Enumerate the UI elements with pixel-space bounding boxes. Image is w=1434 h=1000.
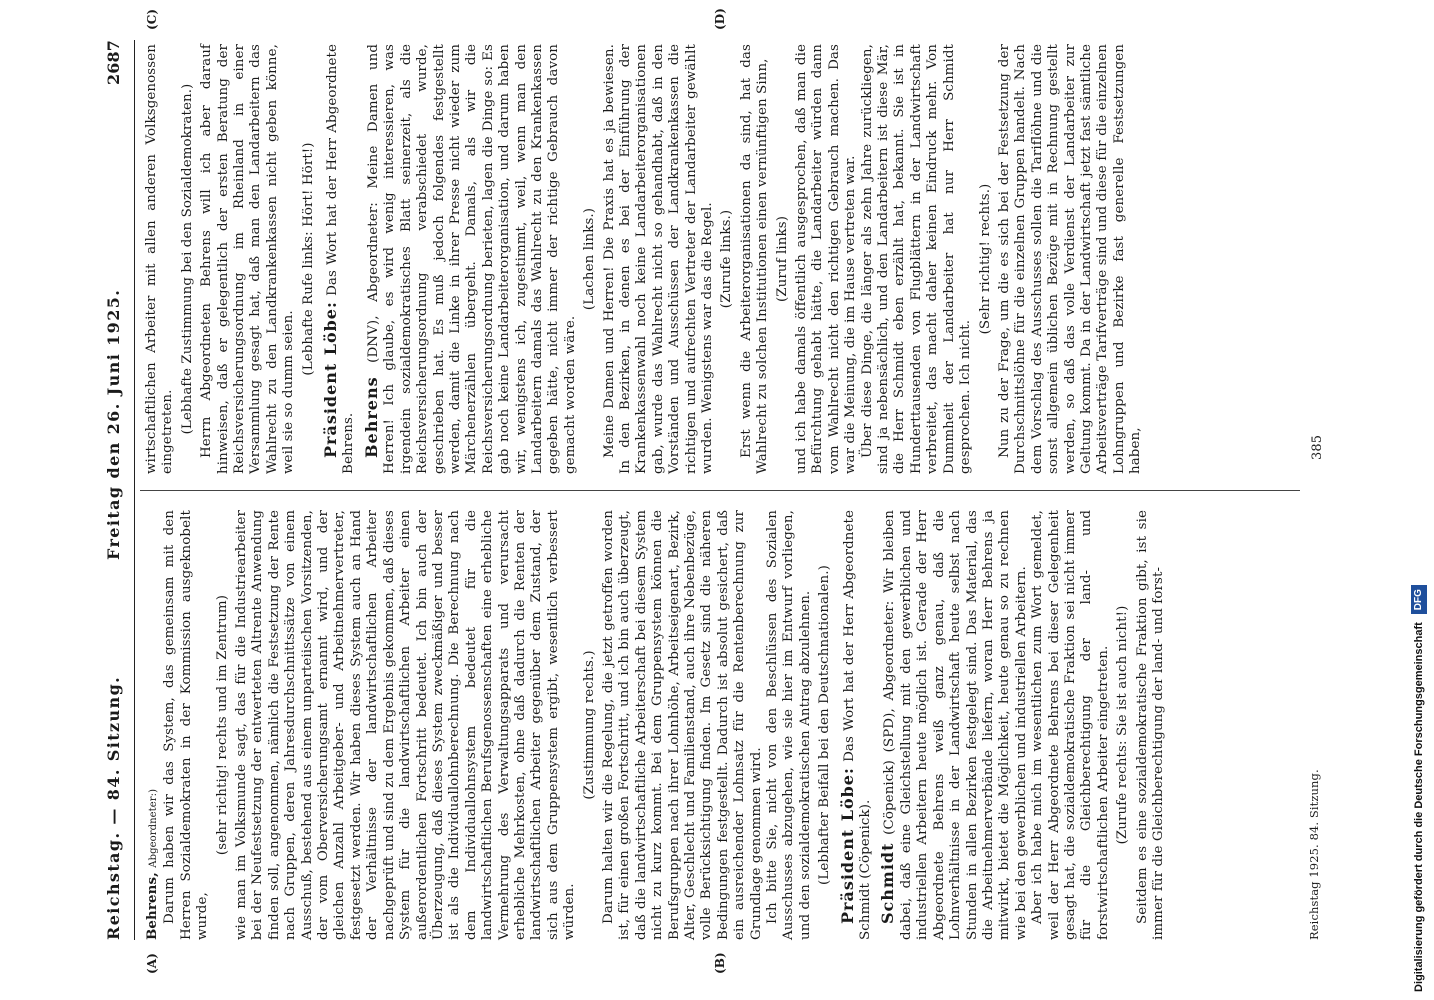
funding-note-text: Digitalisierung gefördert durch die Deutsche Forschungsgemeinschaft xyxy=(1413,622,1425,992)
page-number: 2687 xyxy=(104,40,123,85)
paragraph: Aber ich habe mich im wesentlichen zum Wort gemeldet, weil der Herr Abgeordnete Behrens bei dieser Gelegenheit gesagt hat, die sozialdemokratische Fraktion sei nicht immer für die Gleichberechtigung der land- und forstwirtschaftlichen Arbeiter eingetreten. xyxy=(1030,510,1111,940)
interjection: (sehr richtig! rechts und im Zentrum) xyxy=(214,594,230,856)
page-footer xyxy=(1306,40,1336,940)
paragraph: und ich habe damals öffentlich ausgesprochen, daß man die Befürchtung gehabt hätte, die Landarbeiter würden dann vom Wahlrecht nicht den richtigen Gebrauch machen. Das war die Meinung, die im Hause vertreten war. xyxy=(794,44,859,474)
interjection: (Zurufe rechts: Sie ist auch nicht!) xyxy=(1115,605,1131,845)
footer-signature: 385 xyxy=(1310,434,1325,460)
header-rule xyxy=(134,40,135,940)
column-divider xyxy=(140,490,1300,491)
paragraph-text: (Cöpenick) (SPD), Abgeordneter: Wir bleiben dabei, daß eine Gleichstellung mit den gewerblichen und industriellen Arbeitern heute möglich ist. Gerade der Herr Abgeordnete Behrens weiß ganz genau, daß die Lohnverhältnisse in der Landwirtschaft heute selbst nach Stunden in allen Bezirken festgelegt sind. Das Material, das die Arbeitnehmerverbände liefern, woran Herr Behrens ja mitwirkt, bietet die Möglichkeit, heute genau so zu rechnen wie bei den gewerblichen und industriellen Arbeitern. xyxy=(882,510,1029,940)
interjection: (Zustimmung rechts.) xyxy=(581,650,597,800)
paragraph: Ich bitte Sie, nicht von den Beschlüssen des Sozialen Ausschusses abzugehen, wie sie hier im Entwurf vorliegen, und den sozialdemokratischen Antrag abzulehnen. xyxy=(765,510,813,940)
paragraph: Darum halten wir die Regelung, die jetzt getroffen worden ist, für einen großen Fortschritt, und ich bin auch überzeugt, daß die landwirtschaftliche Arbeiterschaft bei diesem System nicht zu kurz kommt. Bei dem Gruppensystem können die Berufsgruppen nach ihrer Lohnhöhe, Arbeitseigenart, Bezirk, Alter, Geschlecht und Familienstand, auch ihre Nebenbezüge, volle Berücksichtigung finden. Im Gesetz sind die näheren Bedingungen festgestellt. Dadurch ist absolut gesichert, daß ein ausreichender Lohnsatz für die Rentenberechnung zur Grundlage genommen wird. xyxy=(600,510,764,940)
paragraph-text: Das Wort hat der Herr Abgeordnete Schmidt (Cöpenick). xyxy=(841,509,874,940)
speaker-name: Präsident Löbe: xyxy=(321,301,341,458)
interjection: (Lebhafte Zustimmung bei den Sozialdemokraten.) xyxy=(179,83,195,435)
paragraph: Erst wenn die Arbeiterorganisationen da sind, hat das Wahlrecht zu solchen Institutionen einen vernünftigen Sinn, xyxy=(738,44,771,474)
page-header xyxy=(100,40,130,940)
paragraph: Darum haben wir das System, das gemeinsam mit den Herren Sozialdemokraten in der Kommission ausgeknobelt wurde, xyxy=(162,510,211,940)
speaker-name: Präsident Löbe: xyxy=(837,767,857,924)
interjection: (Zuruf links) xyxy=(774,215,790,303)
speaker-name: Schmidt xyxy=(878,842,898,924)
margin-marker-d: (D) xyxy=(713,7,727,30)
margin-marker-a: (A) xyxy=(145,953,159,974)
interjection: (Lachen links.) xyxy=(582,207,598,311)
footer-left: Reichstag 1925. 84. Sitzung. xyxy=(1307,769,1321,940)
paragraph-text: Das Wort hat der Herr Abgeordnete Behrens. xyxy=(325,43,357,474)
funding-note xyxy=(1408,8,1430,992)
funding-note-text-wrap xyxy=(1408,8,1430,992)
paragraph: Nun zu der Frage, um die es sich bei der Festsetzung der Durchschnittslöhne für die einzelnen Gruppen handelt. Nach dem Vorschlag des Ausschusses sollen die Tariflöhne und die sonst allgemein üblichen Bezüge mit in Rechnung gestellt werden, so daß das volle Verdienst der Landarbeiter zur Geltung kommt. Da in der Landwirtschaft jetzt fast sämtliche Arbeitsverträge Tarifverträge sind und diese für die einzelnen Lohngruppen und Bezirke fast generelle Festsetzungen haben, xyxy=(996,44,1144,474)
header-date: Freitag den 26. Juni 1925. xyxy=(104,288,123,560)
margin-marker-c: (C) xyxy=(145,8,159,30)
interjection: (Zurufe links.) xyxy=(719,209,735,309)
paragraph-text: (DNV), Abgeordneter: Meine Damen und Herren! Ich glaube, es wird wenig interessieren, was irgendein sozialdemokratisches Blatt seinerzeit, als die Reichsversicherungsordnung verabschiedet wurde, geschrieben hat. Es muß jedoch folgendes festgestellt werden, damit die Linke in ihrer Presse nicht wieder zum Märchenerzählen übergeht. Damals, als wir die Reichsversicherungsordnung berieten, lagen die Dinge so: Es gab noch keine Landarbeiterorganisation, und darum haben wir, wenigstens ich, zugestimmt, weil, wenn man den Landarbeitern damals das Wahlrecht zu den Krankenkassen gegeben hätte, nicht immer der richtige Gebrauch davon gemacht worden wäre. xyxy=(365,43,578,474)
dfg-logo: DFG xyxy=(1411,585,1427,614)
paragraph: Meine Damen und Herren! Die Praxis hat es ja bewiesen. In den Bezirken, in denen es bei der Einführung der Krankenkassenwahl noch keine Landarbeiterorganisationen gab, wurde das Wahlrecht nicht so gehandhabt, daß in den Vorständen und Ausschüssen der Landkrankenkassen die richtigen und aufrechten Vertreter der Landarbeiter gewählt wurden. Wenigstens war das die Regel. xyxy=(601,44,715,474)
right-column xyxy=(144,44,1145,474)
left-column xyxy=(144,510,1167,940)
paragraph: Herrn Abgeordneten Behrens will ich aber darauf hinweisen, daß er gelegentlich der ersten Beratung der Reichsversicherungsordnung im Rheinland in einer Versammlung gesagt hat, daß man den Landarbeitern das Wahlrecht zu den Landkrankenkassen nicht geben könne, weil sie so dumm seien. xyxy=(199,44,297,474)
speaker-name: Behrens xyxy=(361,376,381,458)
rotated-page xyxy=(80,0,1400,1000)
paragraph: Seitdem es eine sozialdemokratische Fraktion gibt, ist sie immer für die Gleichberechtigung der land- und forst- xyxy=(1134,510,1166,940)
margin-marker-b: (B) xyxy=(713,952,727,974)
paragraph xyxy=(323,44,358,474)
interjection: (Sehr richtig! rechts.) xyxy=(977,183,993,335)
speaker-name: Behrens, xyxy=(144,872,160,940)
interjection: (Lebhafte Rufe links: Hört! Hört!) xyxy=(300,142,316,376)
paragraph: wie man im Volksmunde sagt, das für die Industriearbeiter bei der Neufestsetzung der entwerteten Altrente Anwendung finden soll, angenommen, nämlich die Festsetzung der Rente nach Gruppen, deren Jahresdurchschnittssätze von einem Ausschuß, bestehend aus einem unparteiischen Vorsitzenden, der vom Oberversicherungsamt ernannt wird, und der gleichen Anzahl Arbeitgeber- und Arbeitnehmervertreter, festgesetzt werden. Wir haben dieses System auch an Hand der Verhältnisse der landwirtschaftlichen Arbeiter nachgeprüft und sind zu dem Ergebnis gekommen, daß dieses System für die landwirtschaftlichen Arbeiter einen außerordentlichen Fortschritt bedeutet. Ich bin auch der Überzeugung, daß dieses System zweckmäßiger und besser ist als die Individuallohnberechnung. Die Berechnung nach dem Individuallohnsystem bedeutet für die landwirtschaftlichen Berufsgenossenschaften eine erhebliche Vermehrung des Verwaltungsapparats und verursacht erhebliche Mehrkosten, ohne daß dadurch die Renten der landwirtschaftlichen Arbeiter gegenüber dem Zustand, der sich aus dem Gruppensystem ergibt, wesentlich verbessert würden. xyxy=(234,510,578,940)
header-left: Reichstag. — 84. Sitzung. xyxy=(104,675,123,940)
paragraph xyxy=(837,509,875,940)
interjection: (Lebhafter Beifall bei den Deutschnationalen.) xyxy=(817,565,833,885)
document-page xyxy=(100,7,1350,974)
paragraph: Über diese Dinge, die länger als zehn Jahre zurückliegen, sind ja nebensächlich, und den Landarbeitern ist diese Mär, die Herr Schmidt eben erzählt hat, bekannt. Sie ist in Hunderttausenden von Flugblättern in der Landwirtschaft verbreitet, das macht daher keinen Eindruck mehr. Von Dummheit der Landarbeiter hat nur Herr Schmidt gesprochen. Ich nicht. xyxy=(859,44,974,474)
paragraph xyxy=(144,510,162,940)
paragraph xyxy=(880,510,1030,940)
paragraph: wirtschaftlichen Arbeiter mit allen anderen Volksgenossen eingetreten. xyxy=(144,44,176,474)
paragraph xyxy=(361,43,579,474)
speaker-role: Abgeordneter:) xyxy=(148,788,159,868)
